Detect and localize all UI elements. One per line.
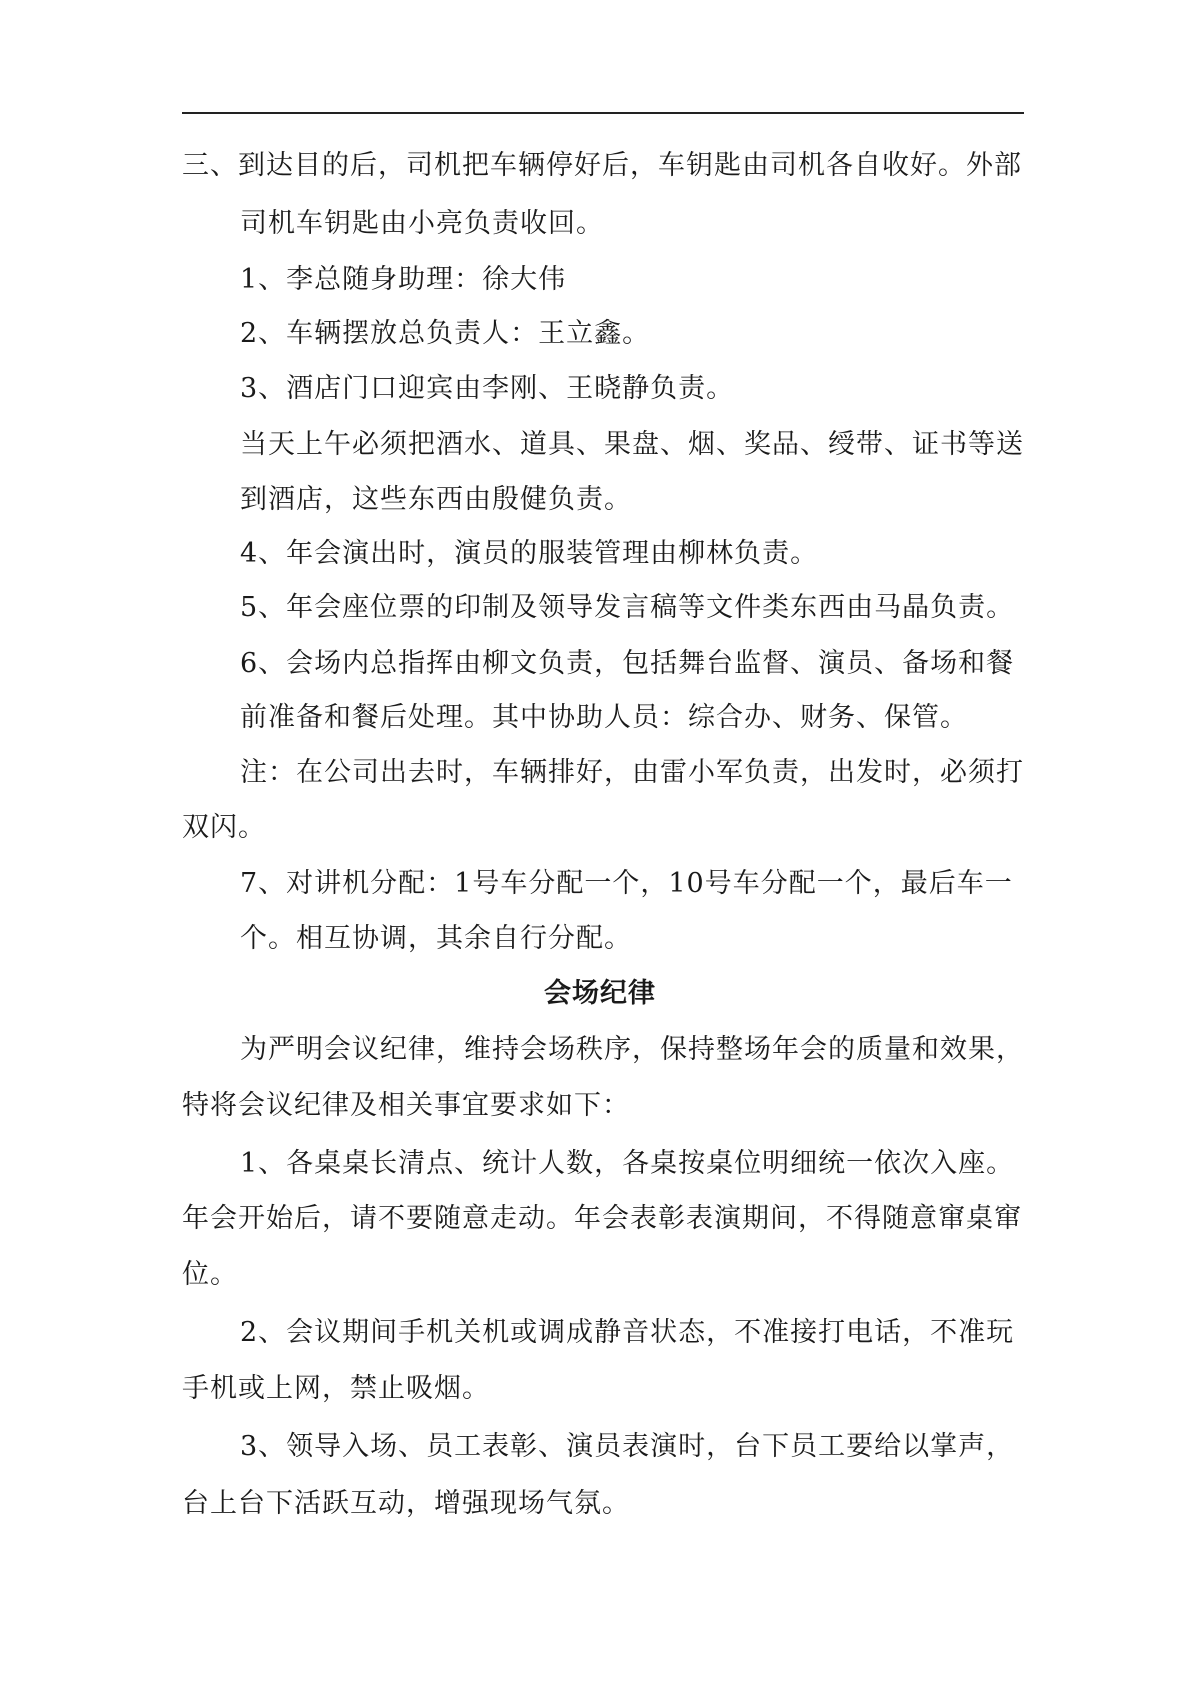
text-line: 司机车钥匙由小亮负责收回。 [240, 208, 604, 239]
text-line: 年会开始后，请不要随意走动。年会表彰表演期间，不得随意窜桌窜 [182, 1203, 1022, 1234]
text-line: 到酒店，这些东西由殷健负责。 [240, 484, 632, 515]
section-heading: 会场纪律 [544, 978, 656, 1009]
text-line: 当天上午必须把酒水、道具、果盘、烟、奖品、绶带、证书等送 [240, 429, 1024, 460]
text-line: 2、车辆摆放总负责人：王立鑫。 [240, 318, 651, 349]
text-line: 台上台下活跃互动，增强现场气氛。 [182, 1488, 630, 1519]
text-line: 7、对讲机分配：1号车分配一个，10号车分配一个，最后车一 [240, 868, 1013, 899]
text-line: 位。 [182, 1259, 238, 1290]
text-line: 前准备和餐后处理。其中协助人员：综合办、财务、保管。 [240, 702, 968, 733]
text-line: 个。相互协调，其余自行分配。 [240, 923, 632, 954]
text-line: 双闪。 [182, 812, 266, 843]
text-line: 为严明会议纪律，维持会场秩序，保持整场年会的质量和效果， [240, 1034, 1024, 1065]
text-line: 2、会议期间手机关机或调成静音状态，不准接打电话，不准玩 [240, 1317, 1015, 1348]
text-line: 手机或上网，禁止吸烟。 [182, 1373, 490, 1404]
text-line: 3、领导入场、员工表彰、演员表演时，台下员工要给以掌声， [240, 1431, 1015, 1462]
text-line: 特将会议纪律及相关事宜要求如下： [182, 1090, 630, 1121]
text-line: 5、年会座位票的印制及领导发言稿等文件类东西由马晶负责。 [240, 592, 1015, 623]
header-rule [182, 112, 1024, 114]
text-line: 3、酒店门口迎宾由李刚、王晓静负责。 [240, 373, 735, 404]
text-line: 4、年会演出时，演员的服装管理由柳林负责。 [240, 538, 819, 569]
text-line: 三、到达目的后，司机把车辆停好后，车钥匙由司机各自收好。外部 [182, 150, 1022, 181]
text-line: 1、李总随身助理：徐大伟 [240, 264, 567, 295]
text-line: 1、各桌桌长清点、统计人数，各桌按桌位明细统一依次入座。 [240, 1148, 1015, 1179]
text-line: 注：在公司出去时，车辆排好，由雷小军负责，出发时，必须打 [240, 757, 1024, 788]
text-line: 6、会场内总指挥由柳文负责，包括舞台监督、演员、备场和餐 [240, 648, 1015, 679]
